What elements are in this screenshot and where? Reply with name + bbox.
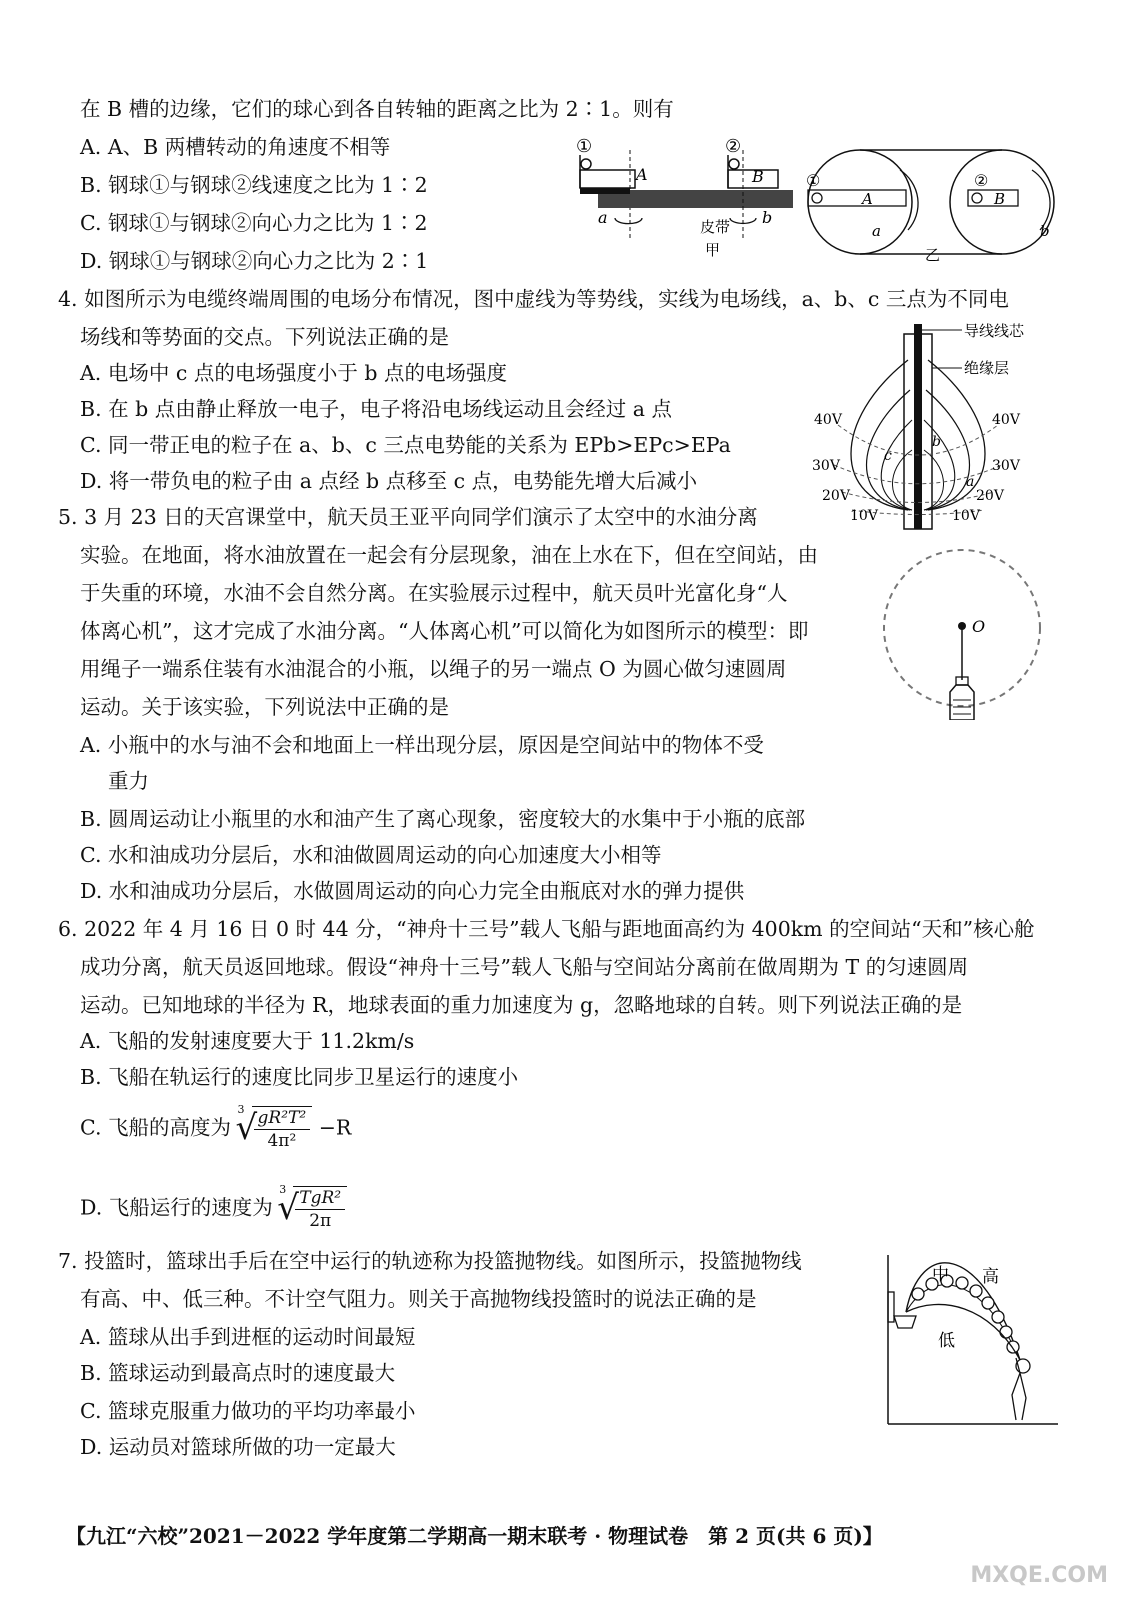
q3-option-c: C. 钢球①与钢球②向心力之比为 1∶2 [80, 211, 428, 235]
q5-option-a-line2: 重力 [108, 769, 149, 793]
q4-option-d: D. 将一带负电的粒子由 a 点经 b 点移至 c 点，电势能先增大后减小 [80, 469, 698, 493]
q7-stem-line1: 7. 投篮时，篮球出手后在空中运行的轨迹称为投篮抛物线。如图所示，投篮抛物线 [58, 1249, 802, 1273]
q3-fig-slot-a: A [636, 165, 648, 184]
q3-fig-ball2-label: ② [725, 136, 742, 157]
q4-fig-point-c: c [884, 448, 892, 464]
q3-fig-slot-b: B [752, 167, 764, 186]
q3-option-a: A. A、B 两槽转动的角速度不相等 [80, 135, 391, 159]
page-footer: 【九江“六校”2021－2022 学年度第二学期高一期末联考 · 物理试卷 第 2 页(共 6 页)】 [66, 1524, 883, 1548]
q6-option-d-root-index: √ 3 [279, 1183, 287, 1196]
q6-option-d-denominator: 2π [309, 1211, 332, 1231]
q4-stem-line1: 4. 如图所示为电缆终端周围的电场分布情况，图中虚线为等势线，实线为电场线，a、b、c 三点为不同电 [58, 287, 1009, 311]
q4-fig-point-b: b [932, 434, 941, 450]
q7-option-d: D. 运动员对篮球所做的功一定最大 [80, 1435, 396, 1459]
q3-fig-yi-b: b [1040, 222, 1050, 240]
q6-option-d-root [279, 1183, 347, 1232]
q3-fig-belt-label: 皮带 [700, 218, 731, 236]
watermark-logo: MXQE.COM [970, 1563, 1108, 1588]
q6-option-c-fraction [254, 1107, 311, 1152]
q3-fig-yi-slot-b: B [994, 190, 1006, 208]
q5-stem-line2: 实验。在地面，将水油放置在一起会有分层现象，油在上水在下，但在空间站，由 [80, 543, 818, 567]
q3-fig-yi-label: 乙 [925, 246, 941, 264]
q7-option-a: A. 篮球从出手到进框的运动时间最短 [80, 1325, 416, 1349]
q7-fig-low-label: 低 [938, 1331, 955, 1351]
q5-option-d: D. 水和油成功分层后，水做圆周运动的向心力完全由瓶底对水的弹力提供 [80, 879, 745, 903]
q6-option-c-suffix: −R [318, 1115, 352, 1140]
q7-option-c: C. 篮球克服重力做功的平均功率最小 [80, 1399, 416, 1423]
q3-figure-belt-drive [570, 130, 1070, 270]
q4-fig-20v-left: 20V [822, 488, 850, 504]
q3-fig-yi-slot-a: A [862, 190, 873, 208]
q6-stem-line2: 成功分离，航天员返回地球。假设“神舟十三号”载人飞船与空间站分离前在做周期为 T 的匀速圆周 [80, 955, 969, 979]
q5-stem-line6: 运动。关于该实验，下列说法中正确的是 [80, 695, 449, 719]
q3-fig-axis-b: b [762, 208, 773, 227]
q5-stem-line1: 5. 3 月 23 日的天宫课堂中，航天员王亚平向同学们演示了太空中的水油分离 [58, 505, 758, 529]
q6-option-c-prefix: C. 飞船的高度为 [80, 1115, 231, 1140]
q4-fig-30v-right: 30V [992, 458, 1020, 474]
q3-fig-yi-a: a [872, 222, 881, 240]
q6-option-c [80, 1103, 352, 1152]
q6-option-a: A. 飞船的发射速度要大于 11.2km/s [80, 1029, 415, 1053]
q5-figure-centrifuge [880, 540, 1050, 720]
q6-option-c-root-index: √ 3 [237, 1103, 245, 1116]
q5-option-b: B. 圆周运动让小瓶里的水和油产生了离心现象，密度较大的水集中于小瓶的底部 [80, 807, 806, 831]
q3-option-d: D. 钢球①与钢球②向心力之比为 2∶1 [80, 249, 429, 273]
q4-fig-point-a: a [966, 474, 975, 490]
q6-option-d [80, 1183, 347, 1232]
q4-stem-line2: 场线和等势面的交点。下列说法正确的是 [80, 325, 449, 349]
q5-fig-point-o: O [972, 617, 986, 636]
q3-option-b: B. 钢球①与钢球②线速度之比为 1∶2 [80, 173, 428, 197]
q6-option-c-numerator: gR²T² [254, 1107, 311, 1130]
q5-option-c: C. 水和油成功分层后，水和油做圆周运动的向心加速度大小相等 [80, 843, 662, 867]
q4-fig-40v-left: 40V [814, 412, 842, 428]
q4-fig-30v-left: 30V [812, 458, 840, 474]
q3-fig-yi-ball1: ① [806, 171, 821, 190]
q5-stem-line4: 体离心机”，这才完成了水油分离。“人体离心机”可以简化为如图所示的模型：即 [80, 619, 809, 643]
q7-fig-mid-label: 中 [932, 1265, 949, 1285]
q4-fig-insulation-label: 绝缘层 [964, 359, 1010, 377]
q5-stem-line5: 用绳子一端系住装有水油混合的小瓶，以绳子的另一端点 O 为圆心做匀速圆周 [80, 657, 787, 681]
q7-option-b: B. 篮球运动到最高点时的速度最大 [80, 1361, 396, 1385]
q6-stem-line1: 6. 2022 年 4 月 16 日 0 时 44 分，“神舟十三号”载人飞船与距地面高约为 400km 的空间站“天和”核心舱 [58, 917, 1035, 941]
q3-fig-jia-label: 甲 [705, 241, 721, 259]
q5-option-a-line1: A. 小瓶中的水与油不会和地面上一样出现分层，原因是空间站中的物体不受 [80, 733, 764, 757]
q3-fig-yi-ball2: ② [974, 171, 989, 190]
q4-option-c: C. 同一带正电的粒子在 a、b、c 三点电势能的关系为 EPb>EPc>EPa [80, 433, 731, 457]
q3-fig-ball1-label: ① [576, 136, 593, 157]
q4-fig-10v-right: 10V [952, 508, 980, 524]
q4-fig-40v-right: 40V [992, 412, 1020, 428]
q6-option-d-numerator: TgR² [295, 1187, 345, 1210]
q4-option-a: A. 电场中 c 点的电场强度小于 b 点的电场强度 [80, 361, 508, 385]
q4-figure-cable-field [812, 320, 1062, 535]
q4-fig-10v-left: 10V [850, 508, 878, 524]
q4-fig-20v-right: 20V [976, 488, 1004, 504]
q4-fig-core-label: 导线线芯 [964, 322, 1025, 340]
q3-stem-tail: 在 B 槽的边缘，它们的球心到各自转轴的距离之比为 2∶1。则有 [80, 97, 674, 121]
q6-option-d-prefix: D. 飞船运行的速度为 [80, 1195, 273, 1220]
q6-option-c-denominator: 4π² [267, 1131, 297, 1151]
q6-stem-line3: 运动。已知地球的半径为 R，地球表面的重力加速度为 g，忽略地球的自转。则下列说法正确的是 [80, 993, 963, 1017]
q5-stem-line3: 于失重的环境，水油不会自然分离。在实验展示过程中，航天员叶光富化身“人 [80, 581, 788, 605]
q6-option-c-root [237, 1103, 313, 1152]
q4-option-b: B. 在 b 点由静止释放一电子，电子将沿电场线运动且会经过 a 点 [80, 397, 673, 421]
q7-fig-high-label: 高 [982, 1267, 999, 1287]
q6-option-d-fraction [295, 1187, 345, 1232]
q6-option-b: B. 飞船在轨运行的速度比同步卫星运行的速度小 [80, 1065, 519, 1089]
q7-stem-line2: 有高、中、低三种。不计空气阻力。则关于高抛物线投篮时的说法正确的是 [80, 1287, 757, 1311]
q3-fig-axis-a: a [598, 208, 608, 227]
q7-figure-basketball-arcs [880, 1250, 1060, 1430]
